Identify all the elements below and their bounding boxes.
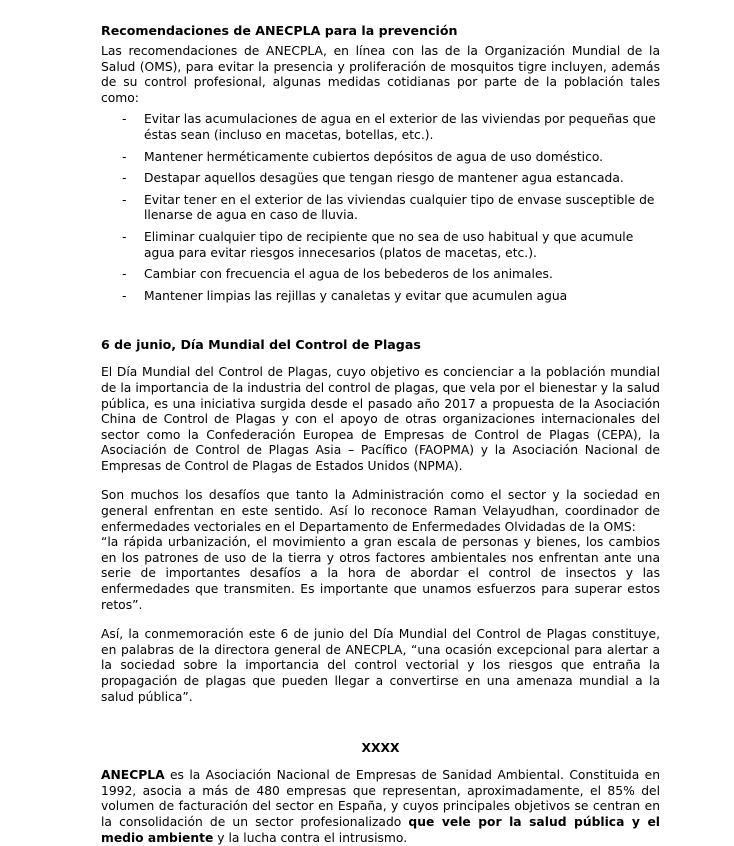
about-anecpla-paragraph [101, 768, 660, 846]
list-item-text: Evitar las acumulaciones de agua en el exterior de las viviendas por pequeñas que éstas sean (incluso en macetas, botellas, etc.). [144, 112, 656, 142]
list-item-text: Eliminar cualquier tipo de recipiente que no sea de uso habitual y que acumule agua para evitar riesgos innecesarios (platos de macetas, etc.). [144, 229, 634, 260]
list-item-text: Evitar tener en el exterior de las viviendas cualquier tipo de envase susceptible de llenarse de agua en caso de lluvia. [144, 192, 655, 223]
about-text-2: y la lucha contra el intrusismo. [213, 830, 408, 845]
document-page [101, 22, 660, 846]
list-item [101, 171, 660, 187]
recommendations-list [101, 112, 660, 304]
dash-bullet: - [122, 288, 127, 303]
dash-bullet: - [122, 171, 127, 186]
list-item [101, 150, 660, 166]
dash-bullet: - [122, 229, 127, 244]
list-item [101, 112, 660, 143]
section-heading-dia-mundial: 6 de junio, Día Mundial del Control de Plagas [101, 337, 421, 353]
paragraph-dia-mundial: El Día Mundial del Control de Plagas, cuyo objetivo es concienciar a la población mundial de la importancia de la industria del control de plagas, que vela por el bienestar y la salud pública, es una iniciativa surgida desde el pasado año 2017 a propuesta de la Asociación China de Control de Plagas y con el apoyo de otras organizaciones internacionales del sector como la Confederación Europea de Empresas de Control de Plagas (CEPA), la Asociación de Control de Plagas Asia – Pacífico (FAOPMA) y la Asociación Nacional de Empresas de Control de Plagas de Estados Unidos (NPMA). [101, 365, 660, 473]
list-item-text: Cambiar con frecuencia el agua de los bebederos de los animales. [144, 267, 553, 282]
dash-bullet: - [122, 112, 127, 127]
dash-bullet: - [122, 192, 127, 207]
paragraph-conmemoracion: Así, la conmemoración este 6 de junio del Día Mundial del Control de Plagas constituye, en palabras de la directora general de ANECPLA, “una ocasión excepcional para alertar a la sociedad sobre la importancia del control vectorial y los riesgos que entraña la propagación de plagas que pueden llegar a convertirse en una amenaza mundial a la salud pública”. [101, 627, 660, 704]
dash-bullet: - [122, 149, 127, 164]
list-item [101, 193, 660, 224]
list-item-text: Destapar aquellos desagües que tengan riesgo de mantener agua estancada. [144, 171, 624, 186]
quote-paragraph: “la rápida urbanización, el movimiento a gran escala de personas y bienes, los cambios en los patrones de uso de la tierra y otros factores ambientales nos enfrentan ante una serie de importantes desafíos a la hora de abordar el control de insectos y las enfermedades que transmiten. Es importante que unamos esfuerzos para superar estos retos”. [101, 535, 660, 612]
intro-paragraph: Las recomendaciones de ANECPLA, en línea con las de la Organización Mundial de la Salud (OMS), para evitar la presencia y proliferación de mosquitos tigre incluyen, además de su control profesional, algunas medidas cotidianas por parte de la población tales como: [101, 44, 660, 105]
paragraph-desafios: Son muchos los desafíos que tanto la Administración como el sector y la sociedad en general enfrentan en este sentido. Así lo reconoce Raman Velayudhan, coordinador de enfermedades vectoriales en el Departamento de Enfermedades Olvidadas de la OMS: [101, 488, 660, 534]
separator-mark: XXXX [361, 741, 400, 756]
about-text-bold: que vele por la salud pública y el medio ambiente [101, 814, 660, 845]
list-item-text: Mantener herméticamente cubiertos depósitos de agua de uso doméstico. [144, 149, 604, 164]
list-item [101, 230, 660, 261]
list-item [101, 289, 660, 305]
org-name: ANECPLA [101, 768, 165, 783]
about-text-1: es la Asociación Nacional de Empresas de Sanidad Ambiental. Constituida en 1992, asocia a más de 480 empresas que representan, aproximadamente, el 85% del volumen de facturación del sector en España, y cuyos principales objetivos se centran en la consolidación de un sector profesionalizado [101, 768, 660, 829]
section-heading-recomendaciones: Recomendaciones de ANECPLA para la prevención [101, 23, 458, 38]
list-item-text: Mantener limpias las rejillas y canaletas y evitar que acumulen agua [144, 288, 568, 303]
list-item [101, 267, 660, 283]
dash-bullet: - [122, 267, 127, 282]
